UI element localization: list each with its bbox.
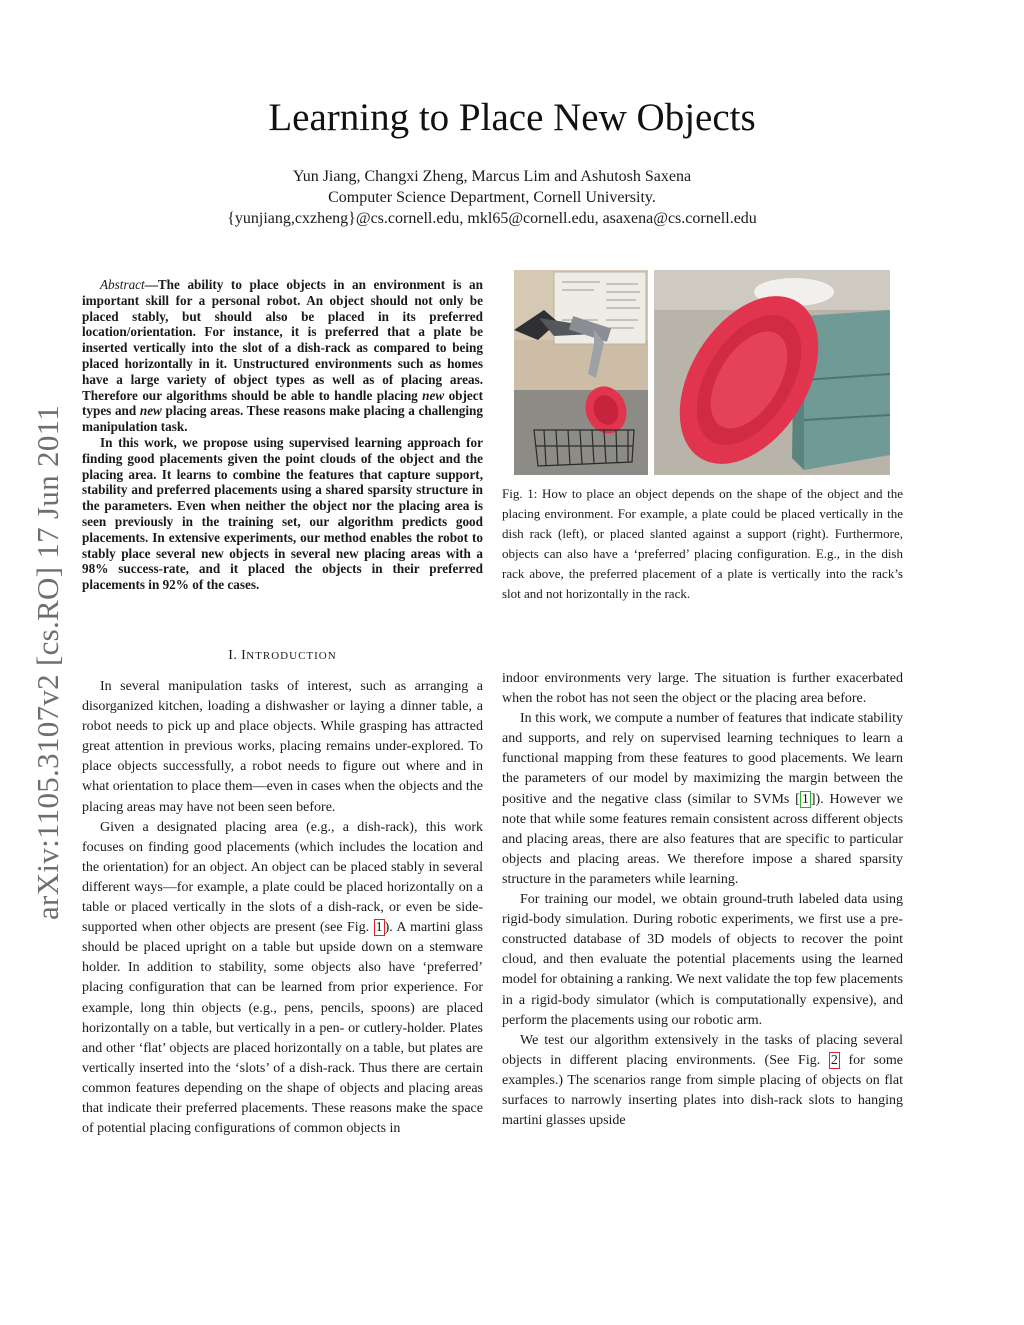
figure-image-slanted-plate	[654, 270, 890, 475]
arxiv-identifier: arXiv:1105.3107v2 [cs.RO] 17 Jun 2011	[30, 404, 65, 920]
figure-label: Fig. 1:	[502, 486, 538, 501]
intro-paragraph-2: Given a designated placing area (e.g., a dish-rack), this work focuses on finding good placements (which includes the location and the orientation) for an object. An object can be placed stably in several different ways—for example, a plate could be placed horizontally on a table or placed vertically in the slots of a dish-rack, or even be side-supported when other objects are present (see Fig. 1 ). A martini glass should be placed upright on a table but upside down on a stemware holder. In addition to stability, some objects also have ‘preferred’ placing configuration that can be learned from prior experience. For example, long thin objects (e.g., pens, pencils, spoons) are placed horizontally on a table, but vertically in a pen- or cutlery-holder. Plates and other ‘flat’ objects are placed horizontally on a table, but plates are vertically inserted into the ‘slots’ of a dish-rack. Thus there are certain common features depending on the shape of objects and placing areas that indicate their preferred placements. These reasons make the space of potential placing configurations of common objects in	[82, 819, 483, 1137]
intro-paragraph-4: For training our model, we obtain ground-truth labeled data using rigid-body simulation. During robotic experiments, we first use a pre-constructed database of 3D models of objects to recover the point cloud, and then evaluate the potential placements using the learned model for obtaining a ranking. We next validate the top few placements in a rigid-body simulator (which is computationally expensive), and perform the placements using our robotic arm.	[502, 892, 903, 1028]
intro-paragraph-5: We test our algorithm extensively in the tasks of placing several objects in different placing environments. (See Fig. 2 for some examples.) The scenarios range from simple placing of objects on flat surfaces to narrowly inserting plates into dish-rack slots to hanging martini glasses upside	[502, 1032, 903, 1129]
section-heading: I. INTRODUCTION	[228, 648, 337, 663]
figure-2-reference-link[interactable]: 2	[830, 1052, 838, 1068]
figure-caption: Fig. 1: How to place an object depends on the shape of the object and the placing environment. For example, a plate could be placed vertically in the dish rack (left), or placed slanted against a support (right). Furthermore, objects can also have a ‘preferred’ placing configuration. E.g., in the dish rack above, the preferred placement of a plate is vertically into the rack’s slot and not horizontally in the rack.	[502, 486, 903, 601]
emails: {yunjiang,cxzheng}@cs.cornell.edu, mkl65@cornell.edu, asaxena@cs.cornell.edu	[227, 210, 757, 227]
intro-paragraph-3: In this work, we compute a number of features that indicate stability and supports, and rely on supervised learning techniques to learn a functional mapping from these features to good placements. We learn the parameters of our model by maximizing the margin between the positive and the negative class (similar to SVMs [ 1 ]). However we note that while some features remain consistent across different objects and placing areas, there are also features that are specific to particular objects and placing areas. We therefore impose a shared sparsity structure in the parameters while learning.	[502, 711, 903, 887]
abstract-paragraph-2: In this work, we propose using supervised learning approach for finding good placements given the point clouds of the object and the placing area. It learns to combine the features that capture support, stability and preferred placements using a shared sparsity structure in the parameters. Even when neither the object nor the placing area is seen previously in the training set, our algorithm predicts good placements. In extensive experiments, our method enables the robot to stably place several new objects in several new placing areas with a 98% success-rate, and it placed the objects in their preferred placements in 92% of the cases.	[82, 434, 483, 593]
left-column-body	[82, 677, 483, 1139]
abstract-label: Abstract	[100, 277, 145, 292]
figure-image-dish-rack	[514, 270, 648, 475]
citation-link[interactable]: 1	[801, 791, 809, 807]
abstract: Abstract—The ability to place objects in an environment is an important skill for a personal robot. An object should not only be placed stably, but should also be placed in its preferred location/orientation. For instance, it is preferred that a plate be inserted vertically into the slot of a dish-rack as compared to being placed horizontally in it. Unstructured environments such as homes have a large variety of object types as well as of placing areas. Therefore our algorithms should be able to handle placing new object types and new placing areas. These reasons make placing a challenging manipulation task. In this work, we propose using supervised learning approach for finding good placements given the point clouds of the object and the placing area. It learns to combine the features that capture support, stability and preferred placements using a shared sparsity structure in the parameters. Even when neither the object nor the placing area is seen previously in the training set, our algorithm predicts good placements. In extensive experiments, our method enables the robot to stably place several new objects in several new placing areas with a 98% success-rate, and it placed the objects in their preferred placements in 92% of the cases.	[82, 277, 483, 593]
authors: Yun Jiang, Changxi Zheng, Marcus Lim and Ashutosh Saxena	[292, 168, 692, 185]
right-column-body	[502, 669, 903, 1131]
paper-title: Learning to Place New Objects	[268, 96, 756, 139]
figure-reference-link[interactable]: 1	[375, 920, 383, 936]
continued-paragraph: indoor environments very large. The situation is further exacerbated when the robot has not seen the object or the placing area before.	[502, 671, 903, 707]
affiliation: Computer Science Department, Cornell University.	[328, 189, 656, 206]
intro-paragraph-1: In several manipulation tasks of interest, such as arranging a disorganized kitchen, loading a dishwasher or laying a dinner table, a robot needs to pick up and place objects. While grasping has attracted great attention in previous works, placing remains under-explored. To place objects successfully, a robot needs to figure out where and in what orientation to place them—even in cases when the objects and the placing areas may have not been seen before.	[82, 679, 483, 815]
